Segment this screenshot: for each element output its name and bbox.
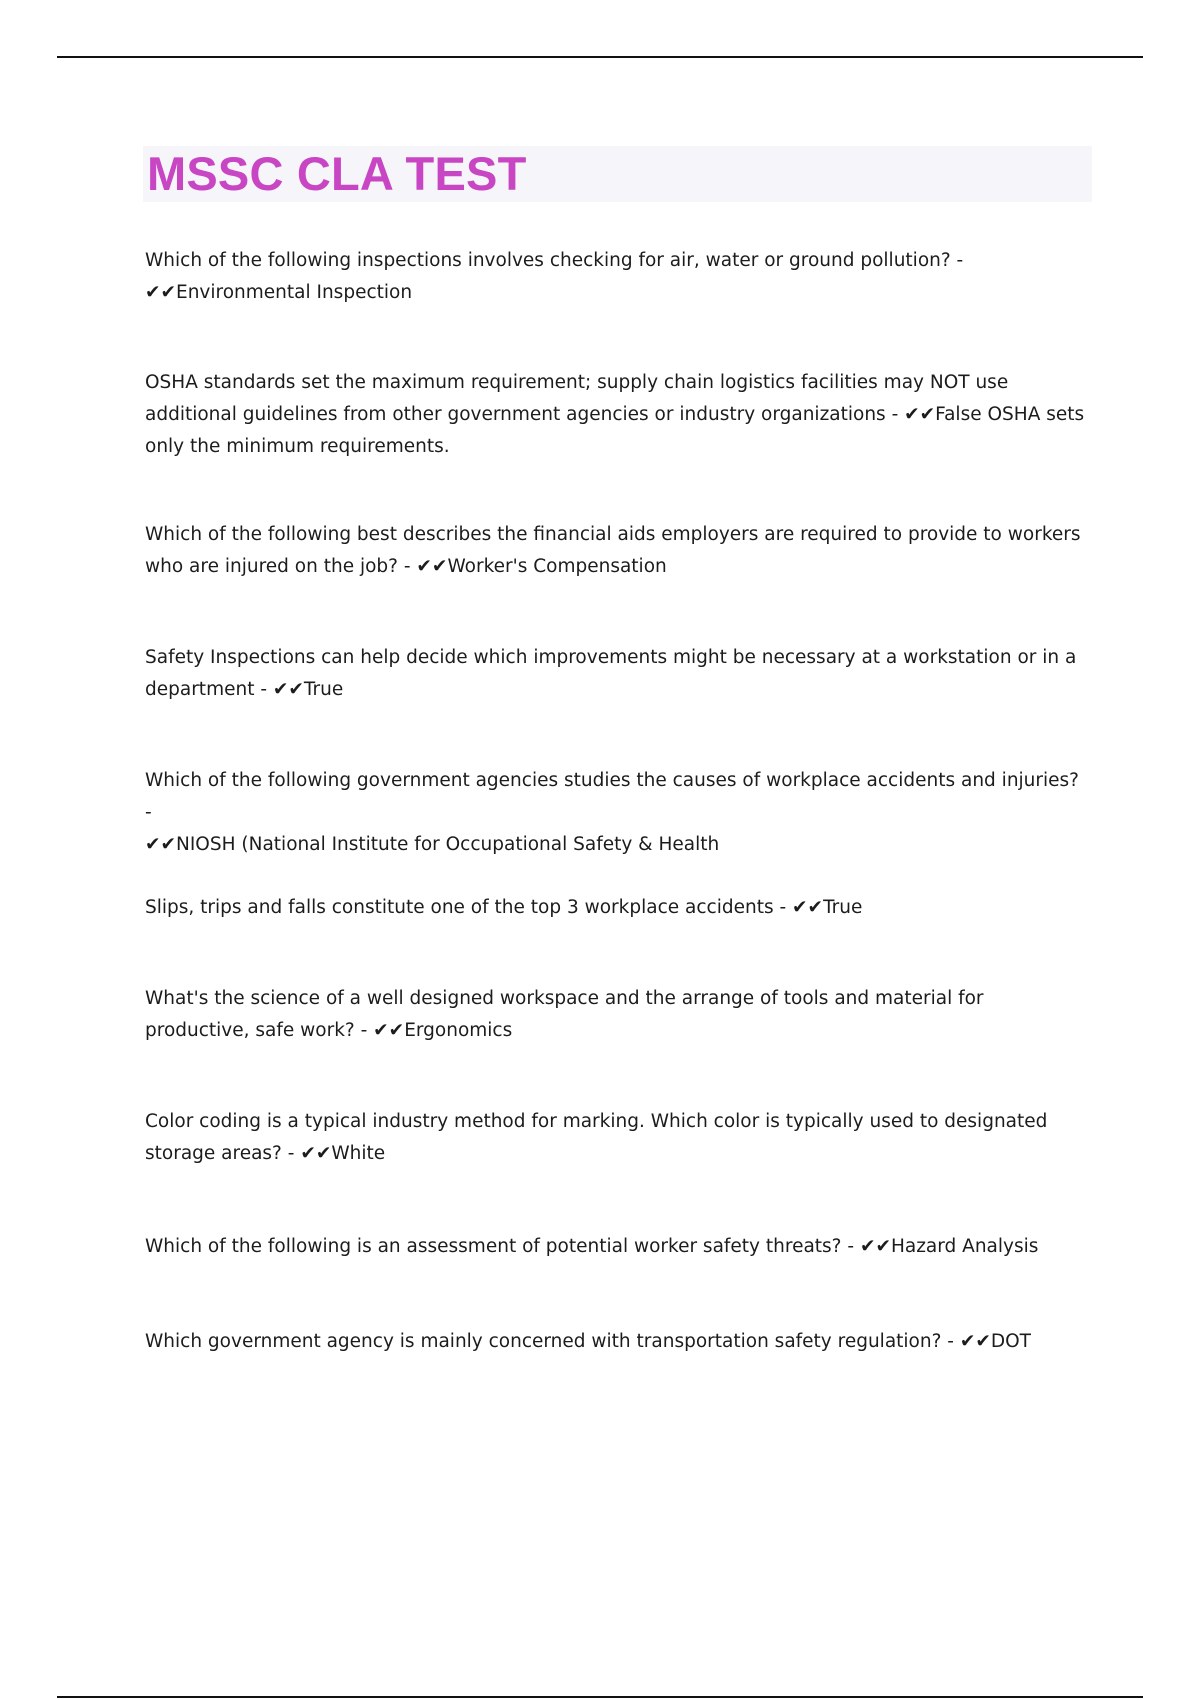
- double-check-icon: ✔✔: [145, 282, 177, 303]
- question-text: Safety Inspections can help decide which improvements might be necessary at a workstation or in a department -: [145, 647, 1077, 700]
- qa-item-9: [145, 1231, 1090, 1263]
- answer-text: Environmental Inspection: [176, 282, 413, 303]
- double-check-icon: ✔✔: [272, 679, 304, 700]
- double-check-icon: ✔✔: [373, 1020, 405, 1041]
- answer-text: NIOSH (National Institute for Occupational Safety & Health: [176, 834, 720, 855]
- question-text: Which of the following best describes the financial aids employers are required to provide to workers who are injured on the job? -: [145, 524, 1081, 577]
- double-check-icon: ✔✔: [959, 1331, 991, 1352]
- qa-item-2: [145, 367, 1090, 463]
- double-check-icon: ✔✔: [300, 1143, 332, 1164]
- bottom-rule: [57, 1696, 1143, 1698]
- answer-text: True: [823, 897, 863, 918]
- double-check-icon: ✔✔: [792, 897, 824, 918]
- qa-item-10: [145, 1326, 1090, 1358]
- qa-item-5: [145, 765, 1090, 861]
- qa-item-7: [145, 983, 1090, 1047]
- double-check-icon: ✔✔: [859, 1236, 891, 1257]
- question-text: Which of the following is an assessment of potential worker safety threats? -: [145, 1236, 855, 1257]
- double-check-icon: ✔✔: [145, 834, 177, 855]
- answer-text: Hazard Analysis: [890, 1236, 1039, 1257]
- title-banner: [143, 146, 1092, 202]
- document-title: MSSC CLA TEST: [147, 147, 527, 200]
- answer-text: False OSHA sets only the minimum requirements.: [145, 404, 1085, 457]
- answer-text: DOT: [990, 1331, 1031, 1352]
- question-text: Which of the following government agencies studies the causes of workplace accidents and injuries? -: [145, 770, 1079, 823]
- question-text: Which government agency is mainly concerned with transportation safety regulation? -: [145, 1331, 954, 1352]
- qa-item-3: [145, 519, 1090, 583]
- question-text: What's the science of a well designed workspace and the arrange of tools and material for productive, safe work? -: [145, 988, 984, 1041]
- question-text: Slips, trips and falls constitute one of the top 3 workplace accidents -: [145, 897, 787, 918]
- question-text: Which of the following inspections involves checking for air, water or ground pollution? -: [145, 250, 964, 271]
- answer-text: True: [303, 679, 344, 700]
- double-check-icon: ✔✔: [904, 404, 936, 425]
- top-rule: [57, 56, 1143, 58]
- qa-item-8: [145, 1106, 1090, 1170]
- answer-text: Ergonomics: [404, 1020, 513, 1041]
- qa-item-4: [145, 642, 1090, 706]
- qa-item-1: [145, 245, 1090, 309]
- qa-item-6: [145, 892, 1090, 924]
- answer-text: White: [331, 1143, 386, 1164]
- answer-text: Worker's Compensation: [447, 556, 667, 577]
- question-text: OSHA standards set the maximum requirement; supply chain logistics facilities may NOT use additional guidelines from other government agencies or industry organizations -: [145, 372, 1009, 425]
- double-check-icon: ✔✔: [416, 556, 448, 577]
- question-text: Color coding is a typical industry method for marking. Which color is typically used to designated storage areas? -: [145, 1111, 1048, 1164]
